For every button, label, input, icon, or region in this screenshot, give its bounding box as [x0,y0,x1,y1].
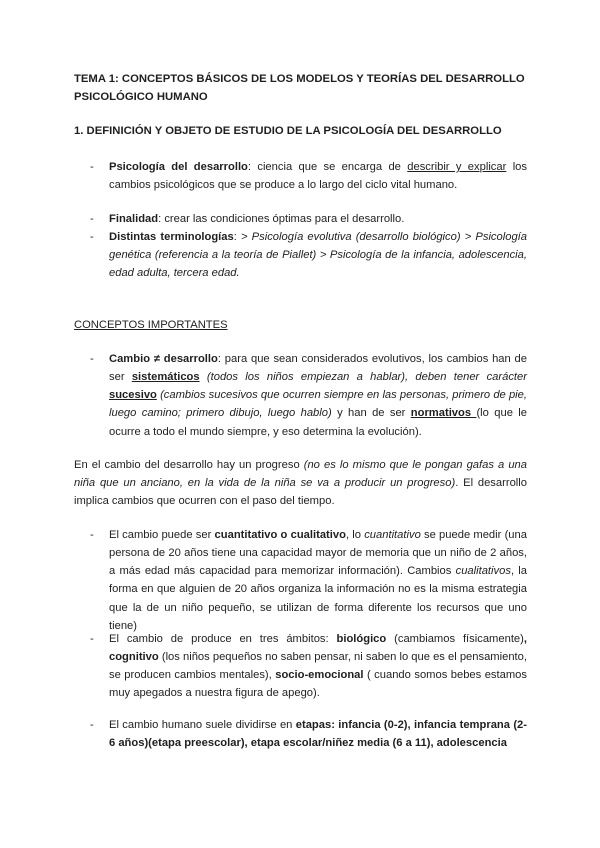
bullet-dash: - [90,231,94,243]
section-heading: 1. DEFINICIÓN Y OBJETO DE ESTUDIO DE LA PSICOLOGÍA DEL DESARROLLO [74,125,502,137]
term-terminologias: Distintas terminologías [109,231,234,243]
list-item-finalidad: - Finalidad: crear las condiciones óptimas para el desarrollo. [109,210,527,228]
subsection-heading: CONCEPTOS IMPORTANTES [74,319,228,331]
underlined-phrase: describir y explicar [407,161,507,173]
bullet-dash: - [90,353,94,365]
list-item-etapas: - El cambio humano suele dividirse en etapas: infancia (0-2), infancia temprana (2-6 años)(etapa preescolar), etapa escolar/niñez media (6 a 11), adolescencia [109,716,527,752]
bullet-dash: - [90,213,94,225]
term-cambio-desarrollo: Cambio ≠ desarrollo [109,353,218,365]
list-item-definition: - Psicología del desarrollo: ciencia que se encarga de describir y explicar los cambios psicológicos que se produce a lo largo del ciclo vital humano. [109,158,527,194]
bullet-dash: - [90,529,94,541]
term-psicologia-desarrollo: Psicología del desarrollo [109,161,248,173]
bullet-dash: - [90,719,94,731]
list-item-cambio-desarrollo: - Cambio ≠ desarrollo: para que sean considerados evolutivos, los cambios han de ser sistemáticos (todos los niños empiezan a hablar), deben tener carácter sucesivo (cambios sucesivos que ocurren siempre en las personas, primero de pie, luego camino; primero dibujo, luego hablo) y han de ser normativos (lo que le ocurre a todo el mundo siempre, y eso determina la evolución). [109,350,527,441]
list-item-terminologias: - Distintas terminologías: > Psicología evolutiva (desarrollo biológico) > Psicología genética (referencia a la teoría de Piallet) > Psicología de la infancia, adolescencia, edad adulta, tercera edad. [109,228,527,282]
list-item-ambitos: - El cambio de produce en tres ámbitos: biológico (cambiamos físicamente), cognitivo (los niños pequeños no saben pensar, ni saben lo que es el pensamiento, se producen cambios mentales), socio-emocional ( cuando somos bebes estamos muy apegados a nuestra figura de apego). [109,630,527,703]
page-title: TEMA 1: CONCEPTOS BÁSICOS DE LOS MODELOS Y TEORÍAS DEL DESARROLLO PSICOLÓGICO HUMANO [74,73,525,104]
paragraph-progreso: En el cambio del desarrollo hay un progreso (no es lo mismo que le pongan gafas a una niña que un anciano, en la vida de la niña se va a producir un progreso). El desarrollo implica cambios que ocurren con el paso del tiempo. [74,459,527,508]
term-finalidad: Finalidad [109,213,159,225]
list-item-cuantitativo: - El cambio puede ser cuantitativo o cualitativo, lo cuantitativo se puede medir (una persona de 20 años tiene una capacidad mayor de memoria que un niño de 2 años, a más edad más capacidad para memorizar información). Cambios cualitativos, la forma en que alguien de 20 años organiza la información no es la misma estrategia que la de un niño pequeño, se utilizan de forma diferente los recursos que uno tiene) [109,526,527,635]
bullet-dash: - [90,161,94,173]
bullet-dash: - [90,633,94,645]
